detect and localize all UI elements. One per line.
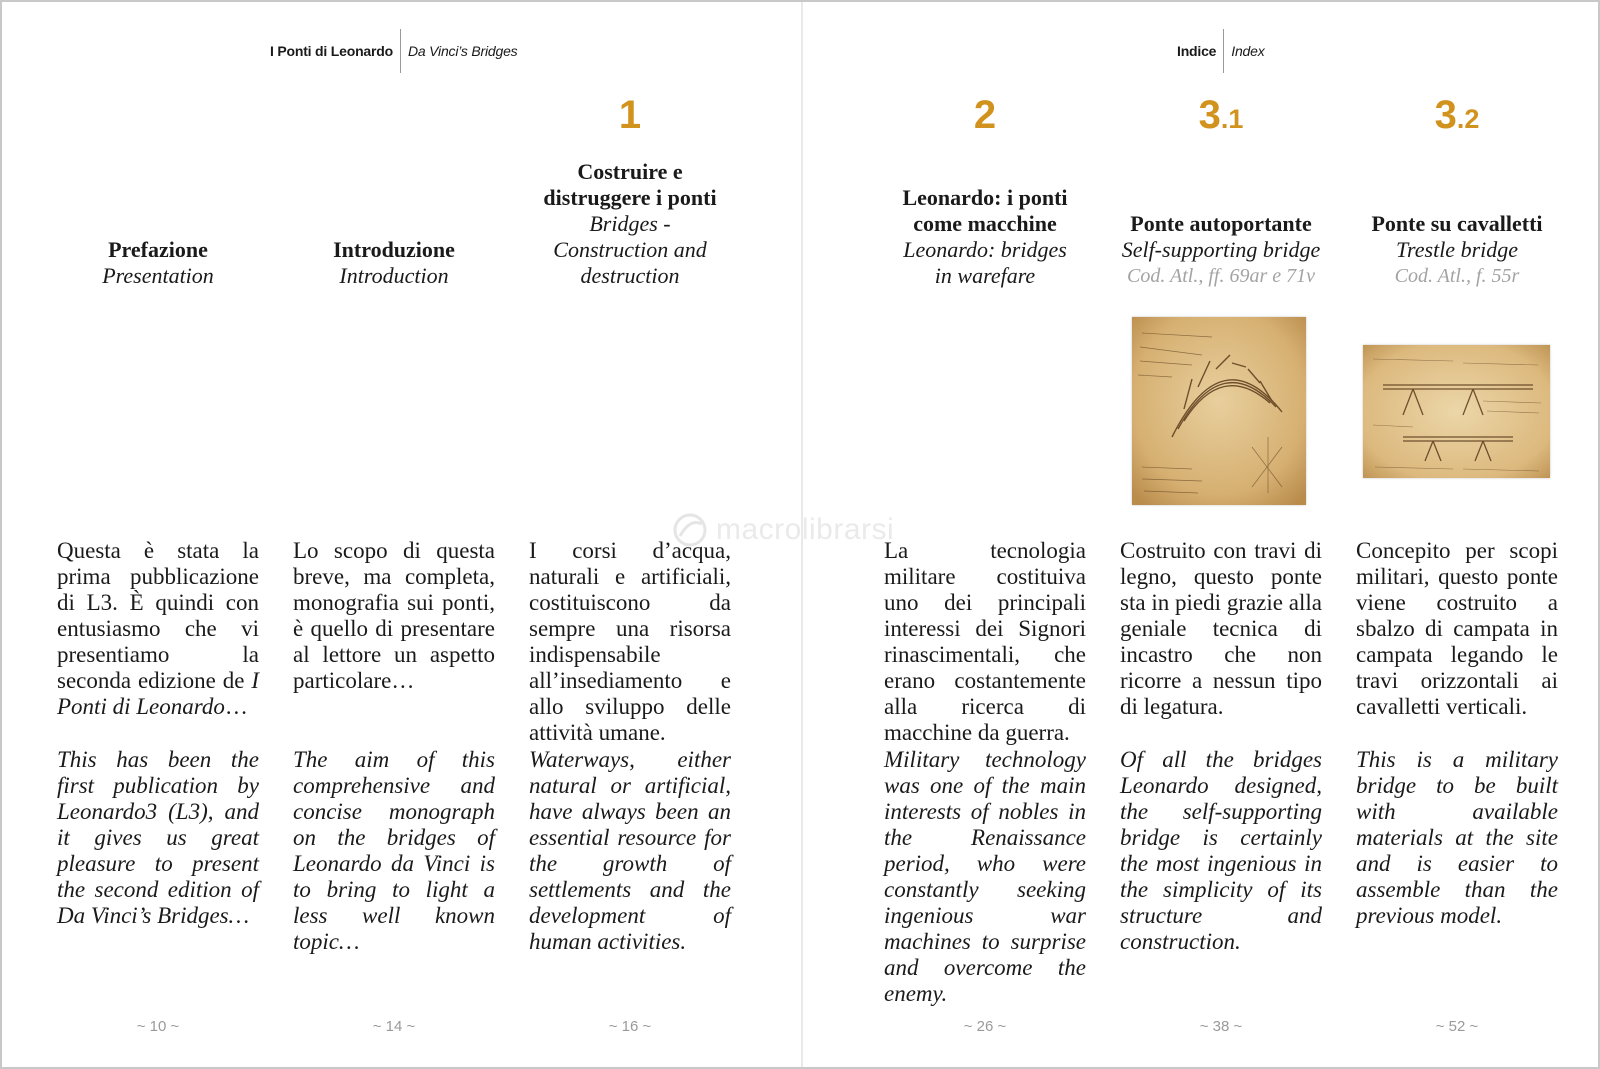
entry-title: Ponte autoportante — [1130, 211, 1312, 236]
entry-heading — [864, 185, 1106, 289]
index-entry-chapter-3-1[interactable] — [1120, 2, 1322, 1067]
index-entry-introduzione[interactable] — [293, 2, 495, 1067]
entry-summary-english: Of all the bridges Leonardo designed, the self-supporting bridge is certainly the most ingenious in the simplicity of its structure and construction. — [1120, 747, 1322, 954]
entry-title-english: destruction — [580, 263, 680, 288]
index-entry-prefazione[interactable] — [57, 2, 259, 1067]
entry-summary-italian: Lo scopo di questa breve, ma completa, monografia sui ponti, è quello di presentare al lettore un aspetto particolare… — [293, 538, 495, 693]
entry-title-english: Construction and — [553, 237, 707, 262]
entry-summary-english: This is a military bridge to be built with available materials at the site and is easier to assemble than the previous model. — [1356, 747, 1558, 928]
entry-summary-italian: I corsi d’acqua, naturali e artificiali, costituiscono da sempre una risorsa indispensabile all’insediamento e allo sviluppo delle attività umane. — [529, 538, 731, 745]
chapter-number: 3.1 — [1198, 93, 1244, 137]
self-supporting-bridge-sketch — [1132, 317, 1306, 505]
entry-summary-italian: Concepito per scopi militari, questo ponte viene costruito a sbalzo di campata in campata legando le travi orizzontali ai cavalletti verticali. — [1356, 538, 1558, 719]
watermark-text: macrolibrarsi — [716, 513, 895, 546]
page-fold — [801, 2, 803, 1067]
entry-summary-italian: Questa è stata la prima pubblicazione di L3. È quindi con entusiasmo che vi presentiamo la seconda edizione de I Ponti di Leonardo… — [57, 538, 259, 719]
entry-heading — [273, 237, 515, 289]
entry-summary-english: Waterways, either natural or artificial, have always been an essential resource for the growth of settlements and the development of human activities. — [529, 747, 731, 954]
entry-title-english: Presentation — [102, 263, 214, 288]
entry-heading — [1100, 211, 1342, 289]
sketch-illustration — [1363, 345, 1550, 478]
sketch-illustration — [1132, 317, 1306, 505]
entry-title: Prefazione — [108, 237, 208, 262]
entry-title: Introduzione — [333, 237, 455, 262]
entry-title: come macchine — [913, 211, 1057, 236]
index-title-english: Index — [1231, 43, 1265, 59]
trestle-bridge-sketch — [1363, 345, 1550, 478]
page-number[interactable]: ~ 38 ~ — [1199, 1018, 1243, 1035]
index-entry-chapter-2[interactable] — [884, 2, 1086, 1067]
book-title: I Ponti di Leonardo — [270, 43, 393, 59]
page-number[interactable]: ~ 10 ~ — [136, 1018, 180, 1035]
entry-summary-italian: La tecnologia militare costituiva uno dei principali interessi dei Signori rinascimentali, che erano costantemente alla ricerca di macchine da guerra. — [884, 538, 1086, 745]
index-title: Indice — [1177, 43, 1217, 59]
entry-title-english: Leonardo: bridges — [903, 237, 1067, 262]
entry-title: distruggere i ponti — [543, 185, 717, 210]
entry-title: Costruire e — [577, 159, 683, 184]
chapter-number: 2 — [973, 93, 997, 137]
page-number[interactable]: ~ 14 ~ — [372, 1018, 416, 1035]
codex-reference: Cod. Atl., ff. 69ar e 71v — [1127, 265, 1315, 287]
entry-title-english: Introduction — [339, 263, 449, 288]
entry-heading — [509, 159, 751, 289]
index-entry-chapter-1[interactable] — [529, 2, 731, 1067]
entry-summary-english: Military technology was one of the main interests of nobles in the Renaissance period, who were constantly seeking ingenious war machines to surprise and overcome the enemy. — [884, 747, 1086, 1006]
book-title-english: Da Vinci’s Bridges — [407, 43, 518, 59]
entry-summary-italian: Costruito con travi di legno, questo ponte sta in piedi grazie alla geniale tecnica di incastro che non ricorre a nessun tipo di legatura. — [1120, 538, 1322, 719]
entry-title-english: in warefare — [934, 263, 1036, 288]
page-number[interactable]: ~ 26 ~ — [963, 1018, 1007, 1035]
page-number[interactable]: ~ 16 ~ — [608, 1018, 652, 1035]
entry-title: Leonardo: i ponti — [902, 185, 1068, 210]
entry-summary-english: The aim of this comprehensive and concise monograph on the bridges of Leonardo da Vinci is to bring to light a less well known topic… — [293, 747, 495, 954]
entry-title-english: Bridges - — [589, 211, 671, 236]
chapter-number: 3.2 — [1434, 93, 1480, 137]
entry-summary-english: This has been the first publication by Leonardo3 (L3), and it gives us great pleasure to present the second edition of Da Vinci’s Bridges… — [57, 747, 259, 928]
entry-title-english: Self-supporting bridge — [1121, 237, 1321, 262]
entry-heading — [37, 237, 279, 289]
chapter-number: 1 — [618, 93, 642, 137]
page-number[interactable]: ~ 52 ~ — [1435, 1018, 1479, 1035]
codex-reference: Cod. Atl., f. 55r — [1394, 265, 1520, 287]
entry-title: Ponte su cavalletti — [1371, 211, 1543, 236]
entry-heading — [1336, 211, 1578, 289]
index-entry-chapter-3-2[interactable] — [1356, 2, 1558, 1067]
entry-title-english: Trestle bridge — [1395, 237, 1519, 262]
